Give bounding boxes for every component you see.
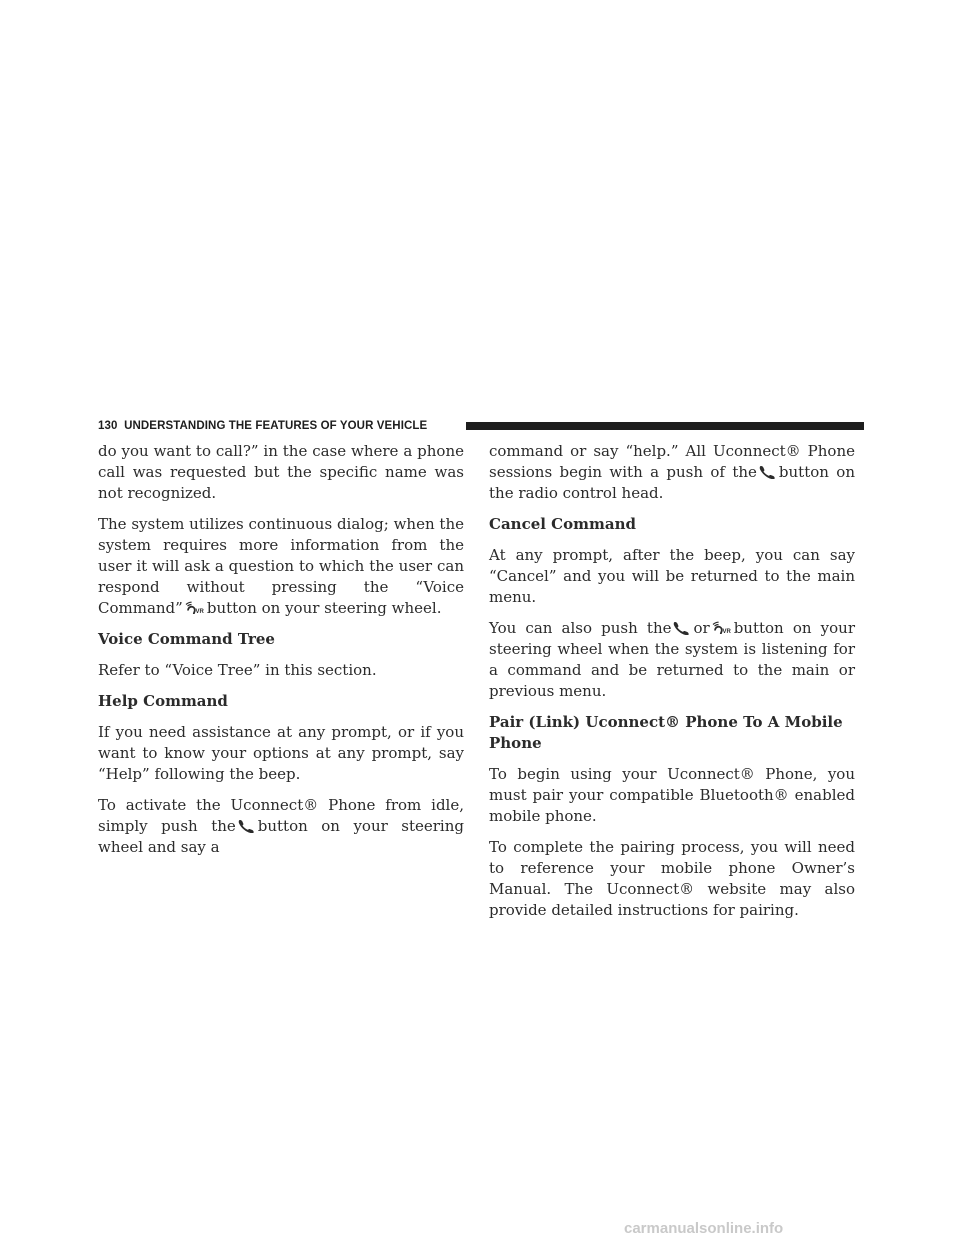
paragraph-pair-begin: To begin using your Uconnect® Phone, you must pair your compatible Bluetooth® enabled mobile phone.	[489, 765, 855, 825]
paragraph-pair-complete: To complete the pairing process, you will need to reference your mobile phone Owner’s Manual. The Uconnect® website may also provide detailed instructions for pairing.	[489, 838, 855, 919]
paragraph-sessions	[489, 441, 855, 504]
voice-command-icon	[184, 601, 206, 615]
paragraph-text: button on your steering wheel and say a	[98, 817, 464, 856]
paragraph-call-prompt: do you want to call?” in the case where a phone call was requested but the specific name was not recognized.	[98, 442, 464, 502]
paragraph-text: command or say “help.” All Uconnect® Phone sessions begin with a push of the	[489, 442, 855, 481]
paragraph-text: button on the radio control head.	[489, 463, 855, 502]
svg-text:VR: VR	[722, 629, 731, 635]
heading-help-command: Help Command	[98, 692, 228, 710]
paragraph-text: button on your steering wheel when the system is listening for a command and be returned to the main or previous menu.	[489, 619, 855, 700]
paragraph-text: To activate the Uconnect® Phone from idle, simply push the	[98, 796, 464, 835]
heading-pair-phone: Pair (Link) Uconnect® Phone To A Mobile Phone	[489, 713, 843, 752]
phone-icon	[237, 819, 257, 833]
paragraph-voice-tree: Refer to “Voice Tree” in this section.	[98, 661, 377, 679]
left-column	[98, 441, 464, 868]
paragraph-text: button on your steering wheel.	[206, 599, 442, 617]
voice-command-icon	[711, 621, 733, 635]
heading-cancel-command: Cancel Command	[489, 515, 636, 533]
header-rule	[466, 422, 864, 430]
section-title: UNDERSTANDING THE FEATURES OF YOUR VEHICLE	[124, 420, 428, 432]
svg-text:VR: VR	[195, 609, 204, 615]
phone-icon	[672, 621, 692, 635]
watermark: carmanualsonline.info	[624, 1220, 784, 1237]
right-column	[489, 441, 855, 931]
paragraph-push-buttons	[489, 618, 855, 702]
page-header	[98, 419, 864, 433]
paragraph-text: You can also push the	[489, 619, 672, 637]
paragraph-activate	[98, 795, 464, 858]
paragraph-cancel: At any prompt, after the beep, you can say “Cancel” and you will be returned to the main menu.	[489, 546, 855, 606]
phone-icon	[758, 465, 778, 479]
paragraph-text: The system utilizes continuous dialog; when the system requires more information from the user it will ask a question to which the user can respond without pressing the “Voice Command”	[98, 515, 464, 617]
page-number: 130	[98, 420, 118, 432]
paragraph-text: or	[693, 619, 710, 637]
paragraph-continuous-dialog	[98, 514, 464, 619]
paragraph-help: If you need assistance at any prompt, or if you want to know your options at any prompt, say “Help” following the beep.	[98, 723, 464, 783]
heading-voice-command-tree: Voice Command Tree	[98, 630, 275, 648]
header-text	[98, 419, 427, 433]
